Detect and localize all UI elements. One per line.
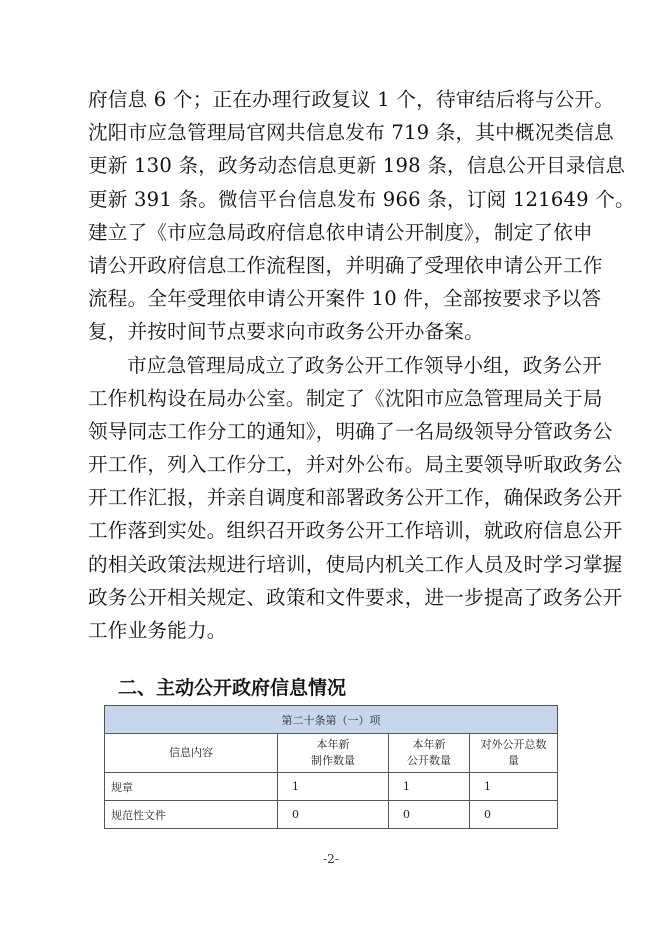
text-line: 工作落到实处。组织召开政务公开工作培训，就政府信息公开 bbox=[88, 519, 623, 543]
body-text bbox=[88, 83, 635, 647]
header-text: 公开数量 bbox=[407, 754, 451, 767]
table-row bbox=[105, 801, 558, 829]
header-text: 本年新 bbox=[316, 738, 350, 751]
header-text: 制作数量 bbox=[311, 754, 355, 767]
text-line: 更新 391 条。微信平台信息发布 966 条，订阅 121649 个。 bbox=[88, 187, 635, 211]
header-new-published bbox=[389, 734, 470, 773]
row-made: 0 bbox=[278, 801, 389, 829]
page-number: -2- bbox=[323, 852, 339, 866]
row-published: 1 bbox=[389, 773, 470, 801]
row-published: 0 bbox=[389, 801, 470, 829]
text-line: 府信息 6 个；正在办理行政复议 1 个，待审结后将与公开。 bbox=[88, 88, 615, 111]
section-heading: 二、主动公开政府信息情况 bbox=[118, 677, 347, 699]
row-total: 0 bbox=[470, 801, 558, 829]
text-line: 开工作汇报，并亲自调度和部署政务公开工作，确保政务公开 bbox=[88, 486, 623, 510]
text-line: 工作业务能力。 bbox=[88, 619, 227, 642]
text-line: 更新 130 条，政务动态信息更新 198 条，信息公开目录信息 bbox=[88, 154, 626, 178]
row-made: 1 bbox=[278, 773, 389, 801]
text-line: 工作机构设在局办公室。制定了《沈阳市应急管理局关于局 bbox=[88, 386, 603, 410]
header-total-published: 对外公开总数量 bbox=[470, 734, 558, 773]
row-name: 规章 bbox=[105, 773, 278, 801]
text-line: 开工作，列入工作分工，并对外公布。局主要领导听取政务公 bbox=[88, 453, 623, 477]
text-line: 请公开政府信息工作流程图，并明确了受理依申请公开工作 bbox=[88, 253, 603, 277]
text-line: 政务公开相关规定、政策和文件要求，进一步提高了政务公开 bbox=[88, 585, 623, 609]
text-line: 沈阳市应急管理局官网共信息发布 719 条，其中概况类信息 bbox=[88, 121, 614, 145]
header-new-made bbox=[278, 734, 389, 773]
disclosure-table bbox=[104, 705, 558, 829]
table-title: 第二十条第（一）项 bbox=[105, 706, 558, 734]
table-row bbox=[105, 773, 558, 801]
header-info-content: 信息内容 bbox=[105, 734, 278, 773]
text-line: 建立了《市应急局政府信息依申请公开制度》，制定了依申 bbox=[88, 220, 593, 244]
table-title-row bbox=[105, 706, 558, 734]
header-text: 本年新 bbox=[412, 738, 446, 751]
text-line: 的相关政策法规进行培训，使局内机关工作人员及时学习掌握 bbox=[88, 552, 623, 576]
text-line: 流程。全年受理依申请公开案件 10 件，全部按要求予以答 bbox=[88, 287, 602, 311]
row-total: 1 bbox=[470, 773, 558, 801]
text-line: 市应急管理局成立了政务公开工作领导小组，政务公开 bbox=[127, 353, 603, 377]
table-header-row bbox=[105, 734, 558, 773]
row-name: 规范性文件 bbox=[105, 801, 278, 829]
text-line: 复，并按时间节点要求向市政务公开办备案。 bbox=[88, 320, 484, 344]
text-line: 领导同志工作分工的通知》，明确了一名局级领导分管政务公 bbox=[88, 419, 613, 443]
